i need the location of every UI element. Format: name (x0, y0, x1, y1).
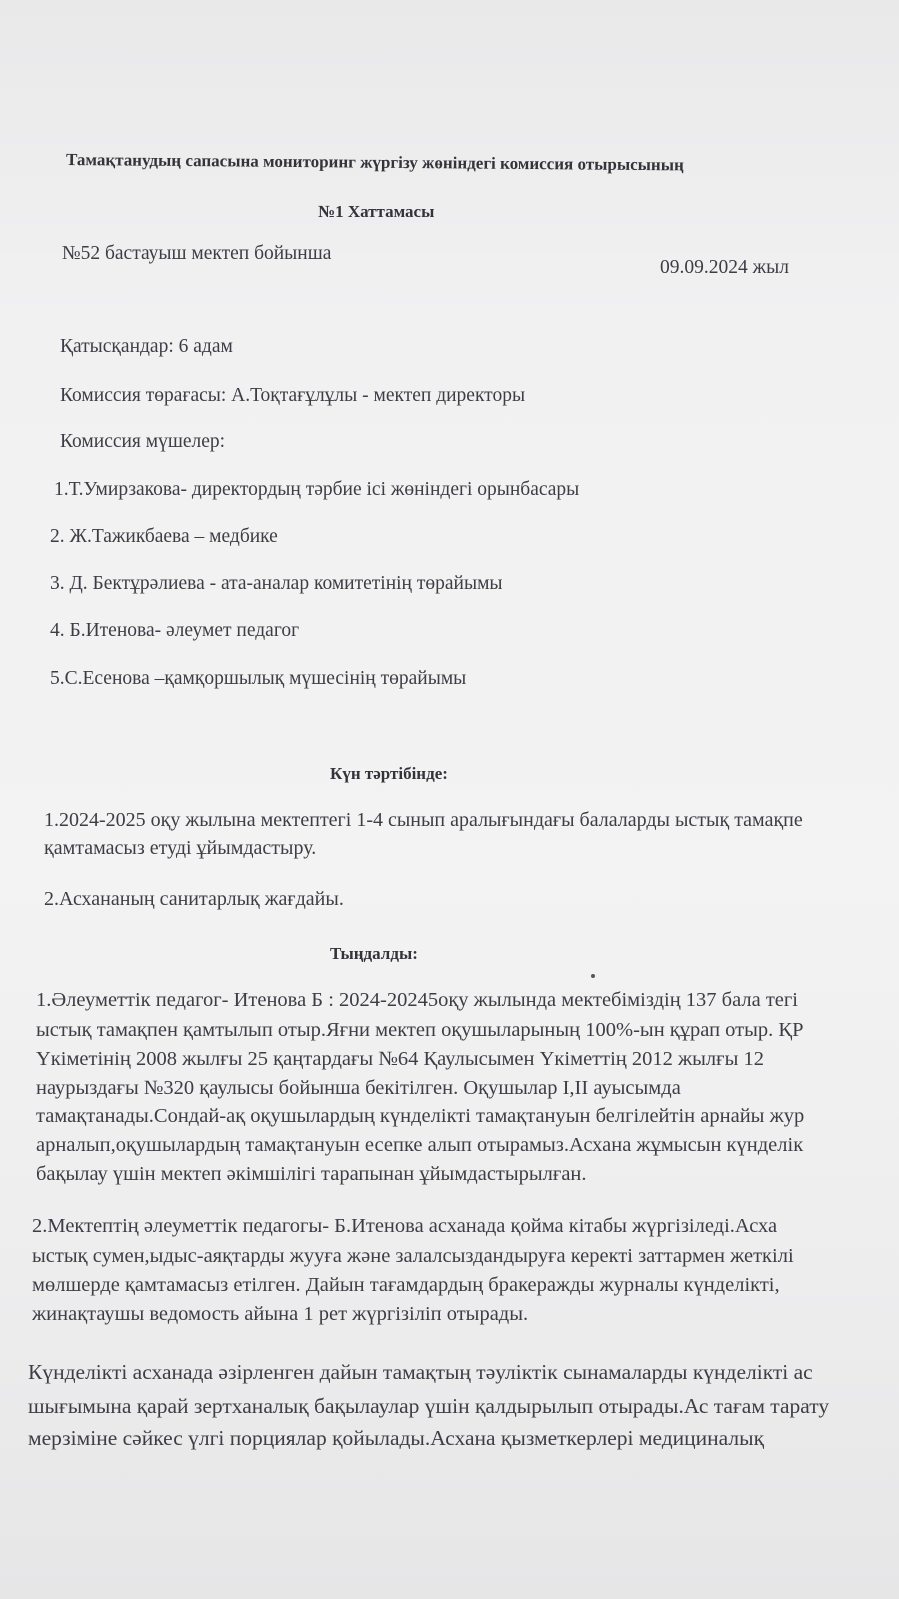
heard-line: Күнделікті асханада әзірленген дайын тамақтың тәуліктік сынамаларды күнделікті ас (28, 1360, 813, 1384)
heard-line: шығымына қарай зертханалық бақылаулар үшін қалдырылып отырады.Ас тағам тарату (28, 1394, 830, 1418)
heard-line: ыстық тамақпен қамтылып отыр.Яғни мектеп оқушыларының 100%-ын құрап отыр. ҚР (36, 1019, 804, 1041)
agenda-line: 2.Асхананың санитарлық жағдайы. (44, 888, 344, 910)
heard-line: жинақтаушы ведомость айына 1 рет жүргізіліп отырады. (32, 1303, 529, 1325)
member-item: 5.С.Есенова –қамқоршылық мүшесінің төрайымы (50, 668, 467, 689)
heard-line: Үкіметінің 2008 жылғы 25 қаңтардағы №64 Қаулысымен Үкіметтің 2012 жылғы 12 (36, 1048, 764, 1070)
agenda-line: 1.2024-2025 оқу жылына мектептегі 1-4 сынып аралығындағы балаларды ыстық тамақпе (44, 809, 803, 831)
heard-heading: Тыңдалды: (330, 944, 418, 963)
heard-line: арналып,оқушылардың тамақтануын есепке алып отырамыз.Асхана жұмысын күнделік (36, 1134, 804, 1156)
document-date: 09.09.2024 жыл (660, 257, 789, 278)
heard-line: ыстық сумен,ыдыс-аяқтарды жууға және залалсыздандыруға керекті заттармен жеткілі (32, 1245, 794, 1267)
heard-line: тамақтанады.Сондай-ақ оқушылардың күнделікті тамақтануын белгілейтін арнайы жур (36, 1105, 805, 1127)
member-item: 3. Д. Бектұрәлиева - ата-аналар комитетінің төрайымы (50, 573, 503, 594)
attendees: Қатысқандар: 6 адам (60, 336, 233, 357)
agenda-heading: Күн тәртібінде: (330, 764, 448, 783)
heard-line: мерзіміне сәйкес үлгі порциялар қойылады.Асхана қызметкерлері медициналық (28, 1426, 765, 1450)
members-heading: Комиссия мүшелер: (60, 431, 226, 452)
agenda-line: қамтамасыз етуді ұйымдастыру. (44, 837, 317, 859)
stray-mark (591, 974, 595, 978)
commission-chairman: Комиссия төрағасы: А.Тоқтағұлұлы - мектеп директоры (60, 385, 526, 406)
document-title: Тамақтанудың сапасына мониторинг жүргізу жөніндегі комиссия отырысының (65, 150, 684, 175)
heard-line: 2.Мектептің әлеуметтік педагогы- Б.Итенова асханада қойма кітабы жүргізіледі.Асха (32, 1215, 778, 1237)
heard-line: наурыздағы №320 қаулысы бойынша бекітілген. Оқушылар І,ІІ ауысымда (36, 1077, 681, 1099)
heard-line: 1.Әлеуметтік педагог- Итенова Б : 2024-20245оқу жылында мектебіміздің 137 бала тегі (36, 989, 799, 1011)
document-subtitle: №1 Хаттамасы (318, 202, 435, 221)
heard-line: бақылау үшін мектеп әкімшілігі тарапынан ұйымдастырылған. (36, 1163, 587, 1185)
member-item: 1.Т.Умирзакова- директордың тәрбие ісі жөніндегі орынбасары (54, 479, 580, 500)
heard-line: мөлшерде қамтамасыз етілген. Дайын тағамдардың бракеражды журналы күнделікті, (32, 1274, 780, 1296)
member-item: 2. Ж.Тажикбаева – медбике (50, 526, 278, 547)
school-name: №52 бастауыш мектеп бойынша (62, 243, 332, 264)
member-item: 4. Б.Итенова- әлеумет педагог (50, 620, 300, 641)
